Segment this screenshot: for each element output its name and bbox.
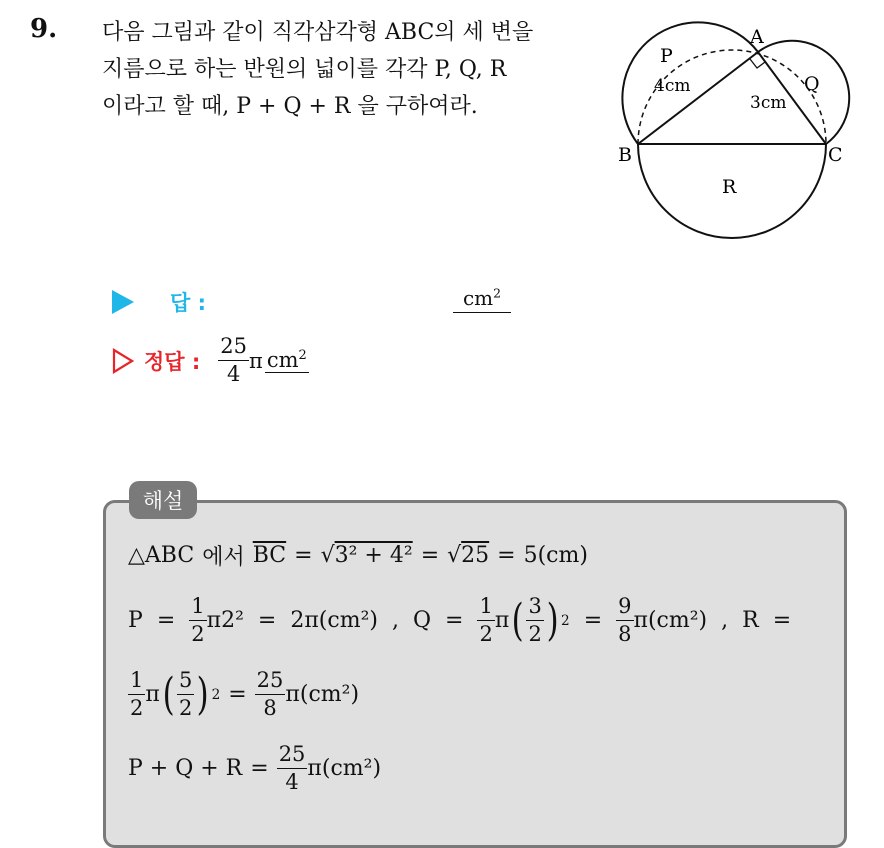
label-p: P <box>660 45 673 67</box>
outline-triangle-icon <box>112 348 134 374</box>
label-ab-length: 4cm <box>654 76 691 96</box>
triangle-semicircle-figure <box>610 18 870 248</box>
question-line-1: 다음 그림과 같이 직각삼각형 ABC의 세 변을 <box>102 20 534 45</box>
question-number: 9. <box>30 14 58 44</box>
solution-line-3: $\frac{1}{2}$ π ( $\frac{5}{2}$ ) 2 = $\frac{25}{8}$ π(cm²) <box>130 668 360 720</box>
correct-label: 정답 : <box>144 349 201 374</box>
label-b: B <box>618 144 632 166</box>
question-line-2: 지름으로 하는 반원의 넓이를 각각 P, Q, R <box>102 57 507 82</box>
filled-triangle-icon <box>112 290 134 314</box>
label-q: Q <box>804 73 820 95</box>
correct-value: $\frac{25}{4}$ π $cm^2$ <box>220 334 307 386</box>
question-text <box>102 14 602 125</box>
solution-line-4: P + Q + R = $\frac{25}{4}$ π(cm²) <box>128 742 382 794</box>
right-angle-mark <box>750 59 765 68</box>
answer-input[interactable]: $cm^2$ <box>453 284 511 313</box>
label-c: C <box>828 144 843 166</box>
correct-unit: $cm^2$ <box>266 348 307 372</box>
label-ac-length: 3cm <box>750 93 787 113</box>
answer-row <box>112 284 206 320</box>
correct-answer-row <box>112 336 309 385</box>
label-a: A <box>750 26 764 48</box>
correct-fraction: $\frac{25}{4}$ <box>220 334 248 386</box>
solution-line-1: △ABC 에서 $\overline{BC}$ = √3² + 4² = √25 = 5(cm) <box>128 543 588 570</box>
question-line-3: 이라고 할 때, P + Q + R 을 구하여라. <box>102 94 478 119</box>
side-ab <box>638 52 758 144</box>
solution-line-2: P = $\frac{1}{2}$ π2² = 2π(cm²) , Q = $\frac{1}{2}$ π ( $\frac{3}{2}$ ) 2 = $\frac{9}{8}$ π(cm²) , R = <box>128 594 792 646</box>
answer-label: 답 : <box>170 291 206 315</box>
solution-tab: 해설 <box>129 481 197 519</box>
label-r: R <box>722 176 737 198</box>
